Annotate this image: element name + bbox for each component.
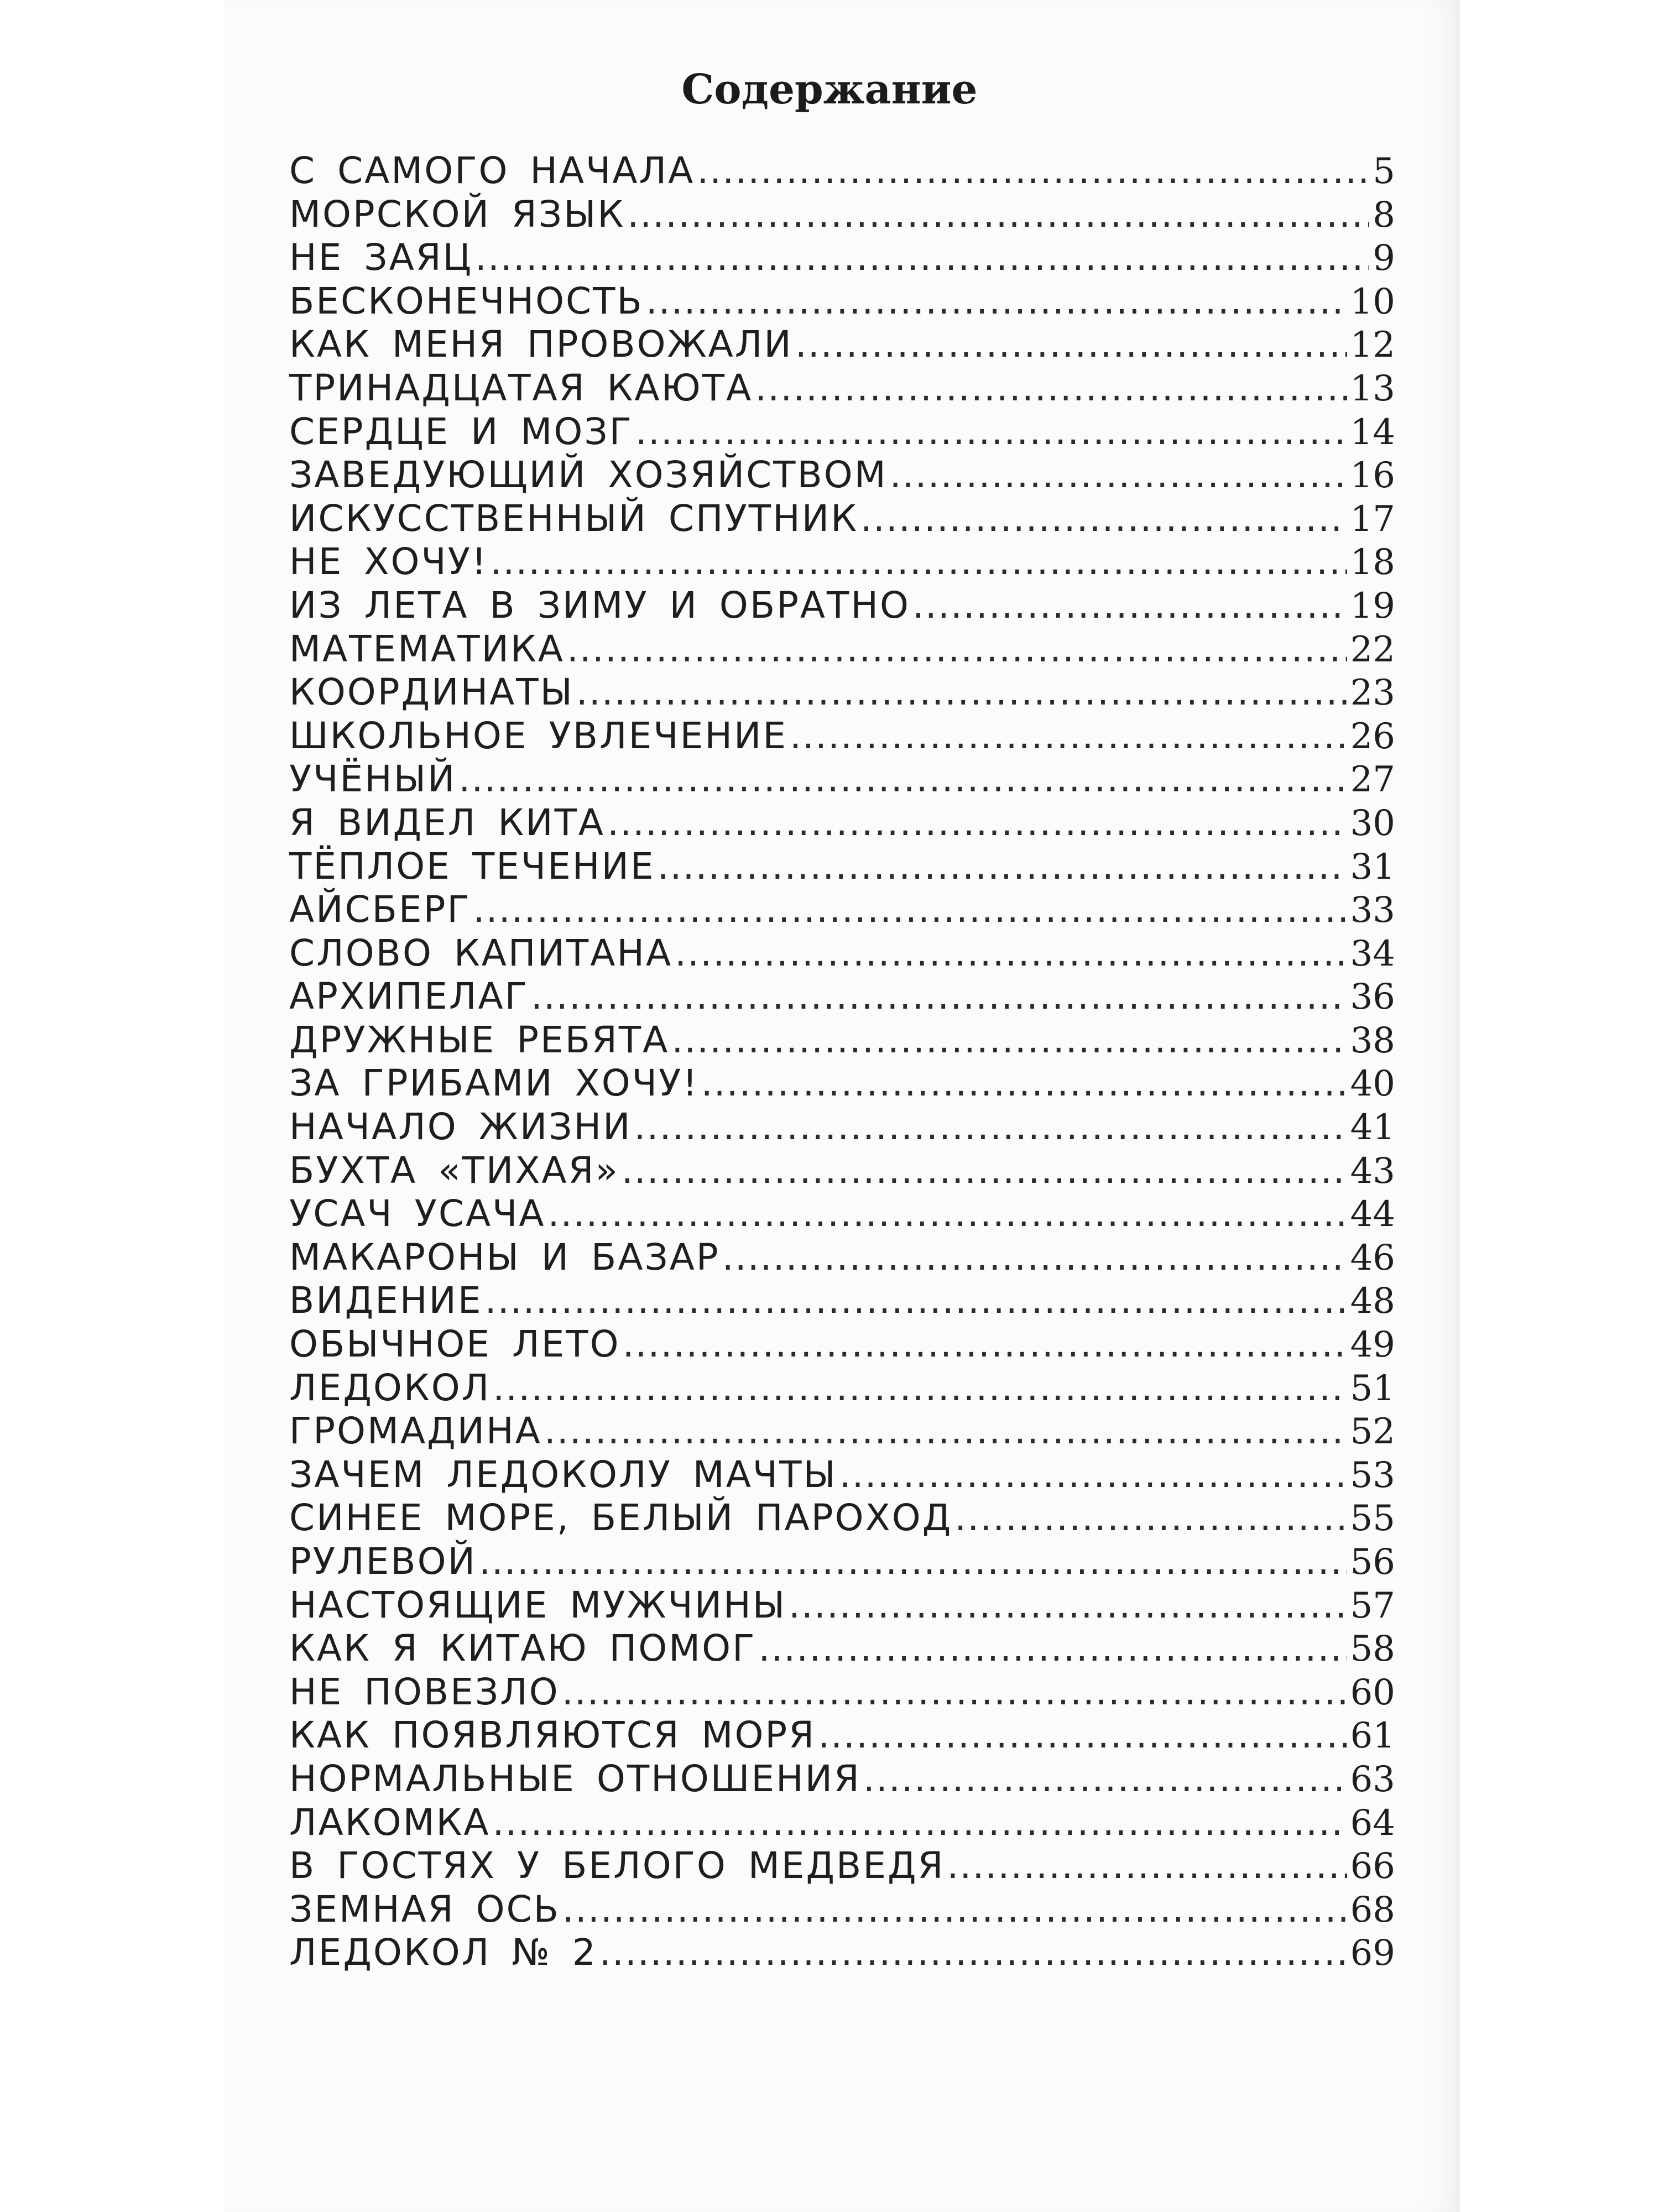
- toc-entry-page-number: 31: [1350, 846, 1395, 888]
- toc-entry-title: МАКАРОНЫ И БАЗАР: [289, 1235, 720, 1279]
- toc-entry: [289, 367, 1395, 410]
- toc-dot-leader: [722, 1236, 1347, 1280]
- toc-entry-title: АЙСБЕРГ: [289, 888, 471, 931]
- toc-entry-page-number: 63: [1350, 1759, 1395, 1800]
- toc-entry-title: ЗАВЕДУЮЩИЙ ХОЗЯЙСТВОМ: [289, 453, 888, 497]
- toc-dot-leader: [912, 584, 1347, 628]
- toc-entry-title: МОРСКОЙ ЯЗЫК: [289, 192, 625, 236]
- toc-dot-leader: [493, 1366, 1347, 1410]
- toc-entry: [289, 845, 1395, 889]
- toc-dot-leader: [758, 1627, 1347, 1671]
- toc-dot-leader: [623, 1323, 1347, 1366]
- toc-entry: [289, 410, 1395, 454]
- toc-entry-title: ЗЕМНАЯ ОСЬ: [289, 1887, 560, 1931]
- toc-entry-page-number: 55: [1350, 1498, 1395, 1540]
- toc-entry-page-number: 9: [1373, 238, 1395, 279]
- toc-entry: [289, 1192, 1395, 1236]
- toc-entry-page-number: 40: [1350, 1063, 1395, 1105]
- toc-entry: [289, 1149, 1395, 1193]
- toc-entry-page-number: 49: [1350, 1324, 1395, 1366]
- toc-entry-title: ДРУЖНЫЕ РЕБЯТА: [289, 1018, 670, 1061]
- toc-dot-leader: [947, 1844, 1347, 1888]
- toc-entry: [289, 1714, 1395, 1757]
- toc-entry: [289, 1888, 1395, 1932]
- toc-entry-title: РУЛЕВОЙ: [289, 1540, 477, 1583]
- toc-entry-page-number: 57: [1350, 1585, 1395, 1626]
- toc-entry-page-number: 48: [1350, 1281, 1395, 1322]
- toc-entry: [289, 671, 1395, 714]
- toc-entry: [289, 1931, 1395, 1975]
- toc-entry-page-number: 17: [1350, 498, 1395, 540]
- page-title: Содержание: [681, 66, 978, 113]
- toc-entry-page-number: 69: [1350, 1933, 1395, 1974]
- toc-entry-title: БУХТА «ТИХАЯ»: [289, 1149, 619, 1192]
- toc-entry-title: С САМОГО НАЧАЛА: [289, 149, 695, 192]
- toc-entry-title: ЛАКОМКА: [289, 1801, 491, 1844]
- toc-dot-leader: [671, 1019, 1347, 1062]
- toc-entry-page-number: 41: [1350, 1107, 1395, 1149]
- toc-entry: [289, 1453, 1395, 1497]
- toc-entry-title: НОРМАЛЬНЫЕ ОТНОШЕНИЯ: [289, 1757, 861, 1800]
- toc-entry-title: СЕРДЦЕ И МОЗГ: [289, 410, 633, 453]
- toc-entry-page-number: 19: [1350, 585, 1395, 627]
- toc-entry-title: ИСКУССТВЕННЫЙ СПУТНИК: [289, 497, 858, 540]
- toc-entry-page-number: 8: [1373, 194, 1395, 236]
- toc-entry-title: КАК МЕНЯ ПРОВОЖАЛИ: [289, 323, 793, 366]
- toc-entry-page-number: 43: [1350, 1150, 1395, 1192]
- toc-entry-page-number: 56: [1350, 1542, 1395, 1583]
- toc-dot-leader: [544, 1410, 1347, 1453]
- toc-entry-page-number: 27: [1350, 759, 1395, 801]
- toc-entry: [289, 1801, 1395, 1845]
- toc-entry-page-number: 36: [1350, 977, 1395, 1018]
- toc-entry: [289, 975, 1395, 1019]
- toc-entry-title: ЗАЧЕМ ЛЕДОКОЛУ МАЧТЫ: [289, 1453, 837, 1496]
- toc-entry-title: КАК ПОЯВЛЯЮТСЯ МОРЯ: [289, 1714, 816, 1757]
- toc-entry: [289, 453, 1395, 497]
- toc-entry-page-number: 33: [1350, 890, 1395, 931]
- toc-entry-page-number: 30: [1350, 802, 1395, 844]
- toc-entry: [289, 1366, 1395, 1410]
- toc-entry: [289, 628, 1395, 671]
- toc-entry-title: КООРДИНАТЫ: [289, 671, 574, 714]
- toc-entry: [289, 1105, 1395, 1149]
- toc-entry: [289, 149, 1395, 193]
- toc-entry-title: КАК Я КИТАЮ ПОМОГ: [289, 1627, 757, 1670]
- toc-dot-leader: [890, 453, 1347, 497]
- toc-entry-title: НЕ ПОВЕЗЛО: [289, 1670, 560, 1713]
- toc-entry-title: ТЁПЛОЕ ТЕЧЕНИЕ: [289, 844, 655, 888]
- toc-dot-leader: [697, 149, 1369, 193]
- toc-entry-page-number: 38: [1350, 1020, 1395, 1061]
- toc-entry-page-number: 66: [1350, 1846, 1395, 1887]
- toc-dot-leader: [531, 975, 1347, 1019]
- toc-dot-leader: [634, 1105, 1347, 1149]
- toc-entry: [289, 236, 1395, 280]
- toc-entry-title: ОБЫЧНОЕ ЛЕТО: [289, 1323, 620, 1366]
- toc-entry: [289, 1540, 1395, 1584]
- toc-entry-title: БЕСКОНЕЧНОСТЬ: [289, 279, 644, 322]
- toc-entry: [289, 1627, 1395, 1671]
- toc-dot-leader: [701, 1062, 1347, 1105]
- toc-dot-leader: [790, 714, 1347, 758]
- toc-entry-page-number: 23: [1350, 672, 1395, 714]
- toc-dot-leader: [658, 845, 1347, 889]
- toc-entry-title: НЕ ХОЧУ!: [289, 540, 488, 583]
- toc-entry-page-number: 58: [1350, 1629, 1395, 1670]
- toc-dot-leader: [458, 758, 1347, 801]
- toc-entry-title: ТРИНАДЦАТАЯ КАЮТА: [289, 366, 753, 409]
- toc-dot-leader: [473, 888, 1347, 932]
- toc-dot-leader: [622, 1149, 1347, 1193]
- toc-dot-leader: [646, 280, 1347, 324]
- toc-entry-page-number: 46: [1350, 1237, 1395, 1279]
- toc-dot-leader: [818, 1714, 1347, 1757]
- toc-entry-title: МАТЕМАТИКА: [289, 627, 565, 670]
- toc-entry-page-number: 10: [1350, 281, 1395, 322]
- toc-entry: [289, 714, 1395, 758]
- toc-dot-leader: [562, 1888, 1347, 1932]
- toc-entry-page-number: 68: [1350, 1889, 1395, 1931]
- toc-dot-leader: [863, 1757, 1347, 1801]
- toc-entry-title: ЗА ГРИБАМИ ХОЧУ!: [289, 1062, 699, 1105]
- toc-entry-page-number: 64: [1350, 1802, 1395, 1844]
- toc-entry-page-number: 34: [1350, 933, 1395, 974]
- toc-entry-title: НЕ ЗАЯЦ: [289, 236, 473, 279]
- toc-entry-page-number: 14: [1350, 411, 1395, 453]
- toc-entry: [289, 1671, 1395, 1714]
- toc-entry-title: ГРОМАДИНА: [289, 1410, 542, 1453]
- toc-dot-leader: [548, 1192, 1347, 1236]
- toc-entry: [289, 932, 1395, 975]
- toc-entry: [289, 323, 1395, 367]
- toc-entry: [289, 280, 1395, 324]
- toc-dot-leader: [607, 801, 1347, 845]
- toc-dot-leader: [562, 1671, 1347, 1714]
- toc-dot-leader: [635, 410, 1347, 454]
- toc-entry-page-number: 12: [1350, 325, 1395, 366]
- toc-entry-page-number: 61: [1350, 1715, 1395, 1757]
- toc-dot-leader: [789, 1584, 1347, 1627]
- toc-entry-page-number: 5: [1373, 151, 1395, 192]
- toc-entry-title: СЛОВО КАПИТАНА: [289, 931, 673, 974]
- toc-entry-title: УЧЁНЫЙ: [289, 758, 457, 801]
- toc-entry-page-number: 44: [1350, 1194, 1395, 1235]
- toc-entry-page-number: 16: [1350, 455, 1395, 497]
- toc-dot-leader: [485, 1279, 1347, 1323]
- toc-entry: [289, 1062, 1395, 1105]
- toc-dot-leader: [490, 540, 1347, 584]
- toc-dot-leader: [954, 1496, 1347, 1540]
- toc-entry-page-number: 53: [1350, 1454, 1395, 1496]
- toc-entry-title: ШКОЛЬНОЕ УВЛЕЧЕНИЕ: [289, 714, 788, 757]
- toc-dot-leader: [479, 1540, 1347, 1584]
- toc-entry: [289, 888, 1395, 932]
- toc-entry-page-number: 22: [1350, 629, 1395, 670]
- toc-entry: [289, 1279, 1395, 1323]
- toc-entry-title: ВИДЕНИЕ: [289, 1279, 483, 1322]
- toc-entry-page-number: 52: [1350, 1411, 1395, 1453]
- toc-dot-leader: [576, 671, 1347, 714]
- toc-entry-title: ИЗ ЛЕТА В ЗИМУ И ОБРАТНО: [289, 583, 910, 627]
- toc-entry: [289, 758, 1395, 801]
- toc-entry: [289, 497, 1395, 541]
- toc-dot-leader: [475, 236, 1369, 280]
- toc-entry-page-number: 18: [1350, 542, 1395, 583]
- toc-entry: [289, 1236, 1395, 1280]
- toc-entry-page-number: 13: [1350, 368, 1395, 409]
- toc-dot-leader: [839, 1453, 1347, 1497]
- toc-entry: [289, 540, 1395, 584]
- toc-entry-title: НАЧАЛО ЖИЗНИ: [289, 1105, 632, 1149]
- table-of-contents: [289, 149, 1395, 1975]
- toc-dot-leader: [599, 1931, 1347, 1975]
- toc-dot-leader: [627, 193, 1369, 237]
- toc-entry-title: СИНЕЕ МОРЕ, БЕЛЫЙ ПАРОХОД: [289, 1496, 953, 1540]
- toc-dot-leader: [567, 628, 1347, 671]
- toc-dot-leader: [493, 1801, 1347, 1845]
- page-edge: [1457, 0, 1462, 2212]
- toc-entry: [289, 1496, 1395, 1540]
- toc-entry: [289, 193, 1395, 237]
- toc-dot-leader: [860, 497, 1347, 541]
- toc-entry-title: Я ВИДЕЛ КИТА: [289, 801, 606, 844]
- toc-entry-title: ЛЕДОКОЛ № 2: [289, 1931, 597, 1974]
- toc-entry: [289, 584, 1395, 628]
- toc-entry-page-number: 51: [1350, 1368, 1395, 1409]
- toc-dot-leader: [675, 932, 1347, 975]
- toc-entry-title: НАСТОЯЩИЕ МУЖЧИНЫ: [289, 1583, 786, 1626]
- toc-entry: [289, 1410, 1395, 1453]
- toc-entry-title: ЛЕДОКОЛ: [289, 1366, 491, 1409]
- toc-entry: [289, 801, 1395, 845]
- toc-entry: [289, 1323, 1395, 1366]
- toc-entry: [289, 1844, 1395, 1888]
- toc-entry-title: УСАЧ УСАЧА: [289, 1192, 546, 1235]
- toc-entry: [289, 1757, 1395, 1801]
- toc-entry: [289, 1019, 1395, 1062]
- toc-entry-page-number: 26: [1350, 716, 1395, 757]
- toc-entry-page-number: 60: [1350, 1672, 1395, 1713]
- toc-entry-title: АРХИПЕЛАГ: [289, 975, 529, 1018]
- toc-entry-title: В ГОСТЯХ У БЕЛОГО МЕДВЕДЯ: [289, 1844, 945, 1887]
- toc-entry: [289, 1584, 1395, 1627]
- toc-dot-leader: [795, 323, 1347, 367]
- toc-dot-leader: [755, 367, 1347, 410]
